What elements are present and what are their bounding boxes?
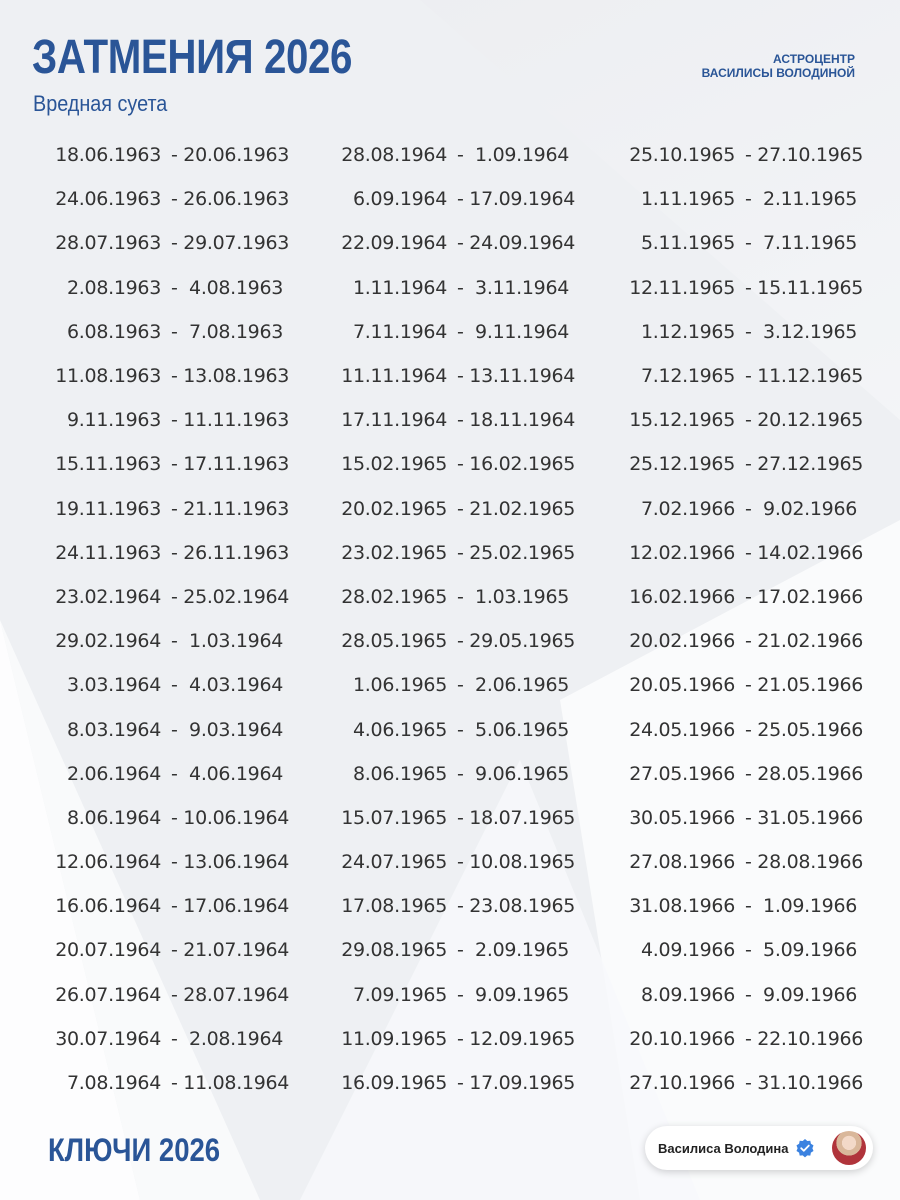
date-range-row: [302, 133, 602, 177]
date-range-row: [16, 531, 316, 575]
date-end: - 18.07.1965: [457, 806, 576, 829]
date-start: 15.12.1965: [629, 409, 735, 432]
date-end: - 21.11.1963: [171, 497, 290, 520]
date-range-row: [590, 619, 890, 663]
date-start: 15.07.1965: [341, 806, 447, 829]
date-end: - 13.08.1963: [171, 365, 290, 388]
date-start: 4.06.1965: [353, 718, 447, 741]
date-range-row: [590, 531, 890, 575]
date-start: 16.09.1965: [341, 1072, 447, 1095]
date-end: - 2.08.1964: [171, 1027, 284, 1050]
date-start: 1.11.1965: [641, 188, 735, 211]
author-profile-badge[interactable]: [645, 1126, 873, 1170]
date-end: - 21.07.1964: [171, 939, 290, 962]
date-range-row: [302, 398, 602, 442]
date-start: 28.02.1965: [341, 585, 447, 608]
date-range-row: [302, 884, 602, 928]
date-range-row: [302, 266, 602, 310]
date-end: - 1.03.1965: [457, 585, 570, 608]
date-range-row: [16, 266, 316, 310]
date-range-row: [590, 1061, 890, 1105]
date-end: - 9.11.1964: [457, 320, 570, 343]
date-end: - 15.11.1965: [745, 276, 864, 299]
date-start: 8.03.1964: [67, 718, 161, 741]
date-start: 27.10.1966: [629, 1072, 735, 1095]
date-range-row: [16, 1017, 316, 1061]
date-start: 16.02.1966: [629, 585, 735, 608]
date-range-row: [302, 354, 602, 398]
date-start: 24.06.1963: [55, 188, 161, 211]
date-range-row: [16, 973, 316, 1017]
date-range-row: [302, 840, 602, 884]
date-start: 17.08.1965: [341, 895, 447, 918]
date-column-3: [590, 133, 890, 1105]
date-range-row: [302, 619, 602, 663]
date-end: - 4.06.1964: [171, 762, 284, 785]
date-range-row: [302, 928, 602, 972]
date-end: - 2.06.1965: [457, 674, 570, 697]
date-start: 1.12.1965: [641, 320, 735, 343]
date-end: - 17.09.1964: [457, 188, 576, 211]
footer-title: КЛЮЧИ 2026: [48, 1132, 221, 1168]
date-end: - 1.09.1966: [745, 895, 858, 918]
date-start: 20.05.1966: [629, 674, 735, 697]
date-end: - 28.05.1966: [745, 762, 864, 785]
date-start: 26.07.1964: [55, 983, 161, 1006]
date-range-row: [590, 310, 890, 354]
brand-line-1: АСТРОЦЕНТР: [772, 52, 855, 66]
date-start: 8.06.1964: [67, 806, 161, 829]
date-range-row: [590, 1017, 890, 1061]
brand-logo: [702, 52, 855, 80]
date-range-row: [302, 752, 602, 796]
date-start: 28.07.1963: [55, 232, 161, 255]
date-start: 27.05.1966: [629, 762, 735, 785]
date-start: 1.06.1965: [353, 674, 447, 697]
date-start: 7.08.1964: [67, 1072, 161, 1095]
date-end: - 21.02.1965: [457, 497, 576, 520]
date-range-row: [16, 796, 316, 840]
date-start: 6.08.1963: [67, 320, 161, 343]
date-start: 20.02.1965: [341, 497, 447, 520]
verified-check-icon: [795, 1138, 815, 1158]
date-end: - 10.06.1964: [171, 806, 290, 829]
date-range-row: [590, 575, 890, 619]
date-range-row: [590, 133, 890, 177]
date-start: 12.06.1964: [55, 851, 161, 874]
date-end: - 27.12.1965: [745, 453, 864, 476]
date-end: - 14.02.1966: [745, 541, 864, 564]
date-end: - 28.08.1966: [745, 851, 864, 874]
date-start: 30.05.1966: [629, 806, 735, 829]
date-range-row: [16, 663, 316, 707]
date-start: 16.06.1964: [55, 895, 161, 918]
date-start: 23.02.1965: [341, 541, 447, 564]
date-end: - 29.05.1965: [457, 630, 576, 653]
date-range-row: [302, 1061, 602, 1105]
date-range-row: [590, 266, 890, 310]
date-range-row: [590, 398, 890, 442]
avatar[interactable]: [832, 1131, 866, 1165]
date-end: - 9.02.1966: [745, 497, 858, 520]
date-end: - 31.10.1966: [745, 1072, 864, 1095]
date-start: 4.09.1966: [641, 939, 735, 962]
date-start: 27.08.1966: [629, 851, 735, 874]
date-start: 5.11.1965: [641, 232, 735, 255]
date-range-row: [590, 752, 890, 796]
date-end: - 7.11.1965: [745, 232, 858, 255]
date-end: - 17.09.1965: [457, 1072, 576, 1095]
date-start: 7.09.1965: [353, 983, 447, 1006]
date-start: 11.08.1963: [55, 365, 161, 388]
date-range-row: [302, 1017, 602, 1061]
date-start: 24.05.1966: [629, 718, 735, 741]
date-end: - 27.10.1965: [745, 144, 864, 167]
date-end: - 9.06.1965: [457, 762, 570, 785]
date-range-row: [16, 310, 316, 354]
date-range-row: [16, 442, 316, 486]
date-range-row: [302, 796, 602, 840]
date-end: - 17.11.1963: [171, 453, 290, 476]
date-range-row: [590, 177, 890, 221]
date-range-row: [16, 133, 316, 177]
date-end: - 11.11.1963: [171, 409, 290, 432]
date-end: - 26.11.1963: [171, 541, 290, 564]
date-range-row: [302, 973, 602, 1017]
date-end: - 29.07.1963: [171, 232, 290, 255]
date-end: - 9.09.1966: [745, 983, 858, 1006]
date-start: 15.11.1963: [55, 453, 161, 476]
date-range-row: [302, 487, 602, 531]
date-end: - 25.02.1965: [457, 541, 576, 564]
date-range-row: [16, 928, 316, 972]
date-end: - 31.05.1966: [745, 806, 864, 829]
date-range-row: [590, 884, 890, 928]
date-end: - 3.12.1965: [745, 320, 858, 343]
date-range-row: [590, 796, 890, 840]
date-end: - 25.02.1964: [171, 585, 290, 608]
date-column-1: [16, 133, 316, 1105]
date-end: - 3.11.1964: [457, 276, 570, 299]
date-end: - 25.05.1966: [745, 718, 864, 741]
date-end: - 23.08.1965: [457, 895, 576, 918]
page-title: ЗАТМЕНИЯ 2026: [32, 31, 353, 84]
date-range-row: [302, 177, 602, 221]
date-range-row: [16, 619, 316, 663]
date-range-row: [16, 354, 316, 398]
date-start: 11.11.1964: [341, 365, 447, 388]
date-end: - 13.11.1964: [457, 365, 576, 388]
date-end: - 11.08.1964: [171, 1072, 290, 1095]
date-start: 22.09.1964: [341, 232, 447, 255]
date-range-row: [16, 840, 316, 884]
date-range-row: [302, 442, 602, 486]
date-range-row: [302, 575, 602, 619]
date-range-row: [590, 840, 890, 884]
date-end: - 20.06.1963: [171, 144, 290, 167]
date-end: - 7.08.1963: [171, 320, 284, 343]
date-range-row: [16, 398, 316, 442]
date-start: 25.12.1965: [629, 453, 735, 476]
date-range-row: [16, 707, 316, 751]
date-start: 25.10.1965: [629, 144, 735, 167]
date-range-row: [302, 531, 602, 575]
date-range-row: [16, 487, 316, 531]
date-end: - 5.09.1966: [745, 939, 858, 962]
date-range-row: [16, 752, 316, 796]
date-start: 7.02.1966: [641, 497, 735, 520]
date-start: 18.06.1963: [55, 144, 161, 167]
date-end: - 20.12.1965: [745, 409, 864, 432]
date-start: 24.11.1963: [55, 541, 161, 564]
date-end: - 10.08.1965: [457, 851, 576, 874]
date-range-row: [590, 487, 890, 531]
date-start: 28.08.1964: [341, 144, 447, 167]
date-range-row: [16, 1061, 316, 1105]
date-end: - 16.02.1965: [457, 453, 576, 476]
date-start: 2.08.1963: [67, 276, 161, 299]
date-range-row: [16, 177, 316, 221]
date-start: 29.08.1965: [341, 939, 447, 962]
date-end: - 28.07.1964: [171, 983, 290, 1006]
date-start: 20.10.1966: [629, 1027, 735, 1050]
date-range-row: [302, 663, 602, 707]
date-start: 20.07.1964: [55, 939, 161, 962]
date-range-row: [16, 221, 316, 265]
date-start: 19.11.1963: [55, 497, 161, 520]
date-start: 15.02.1965: [341, 453, 447, 476]
date-end: - 17.02.1966: [745, 585, 864, 608]
date-end: - 2.11.1965: [745, 188, 858, 211]
date-start: 31.08.1966: [629, 895, 735, 918]
date-start: 7.12.1965: [641, 365, 735, 388]
date-range-row: [302, 310, 602, 354]
date-end: - 2.09.1965: [457, 939, 570, 962]
date-end: - 17.06.1964: [171, 895, 290, 918]
date-start: 2.06.1964: [67, 762, 161, 785]
date-start: 9.11.1963: [67, 409, 161, 432]
date-range-row: [590, 707, 890, 751]
date-end: - 4.03.1964: [171, 674, 284, 697]
date-end: - 21.02.1966: [745, 630, 864, 653]
date-start: 20.02.1966: [629, 630, 735, 653]
date-start: 23.02.1964: [55, 585, 161, 608]
date-start: 6.09.1964: [353, 188, 447, 211]
date-range-row: [16, 884, 316, 928]
date-end: - 5.06.1965: [457, 718, 570, 741]
date-end: - 9.09.1965: [457, 983, 570, 1006]
date-start: 29.02.1964: [55, 630, 161, 653]
date-end: - 26.06.1963: [171, 188, 290, 211]
date-end: - 12.09.1965: [457, 1027, 576, 1050]
date-start: 1.11.1964: [353, 276, 447, 299]
date-end: - 1.03.1964: [171, 630, 284, 653]
date-column-2: [302, 133, 602, 1105]
brand-line-2: ВАСИЛИСЫ ВОЛОДИНОЙ: [701, 66, 855, 80]
date-end: - 1.09.1964: [457, 144, 570, 167]
date-range-row: [590, 221, 890, 265]
date-range-row: [590, 442, 890, 486]
date-range-row: [302, 707, 602, 751]
page-subtitle: Вредная суета: [33, 91, 168, 116]
date-end: - 4.08.1963: [171, 276, 284, 299]
date-start: 28.05.1965: [341, 630, 447, 653]
date-start: 12.02.1966: [629, 541, 735, 564]
date-start: 17.11.1964: [341, 409, 447, 432]
date-range-row: [590, 663, 890, 707]
date-start: 7.11.1964: [353, 320, 447, 343]
date-start: 8.06.1965: [353, 762, 447, 785]
date-range-row: [302, 221, 602, 265]
date-start: 11.09.1965: [341, 1027, 447, 1050]
date-end: - 24.09.1964: [457, 232, 576, 255]
date-end: - 13.06.1964: [171, 851, 290, 874]
author-name: Василиса Володина: [658, 1140, 789, 1156]
date-end: - 9.03.1964: [171, 718, 284, 741]
date-start: 3.03.1964: [67, 674, 161, 697]
date-end: - 21.05.1966: [745, 674, 864, 697]
date-range-row: [16, 575, 316, 619]
date-range-row: [590, 928, 890, 972]
date-end: - 11.12.1965: [745, 365, 864, 388]
date-end: - 22.10.1966: [745, 1027, 864, 1050]
date-range-row: [590, 354, 890, 398]
date-start: 12.11.1965: [629, 276, 735, 299]
date-start: 24.07.1965: [341, 851, 447, 874]
date-start: 8.09.1966: [641, 983, 735, 1006]
date-start: 30.07.1964: [55, 1027, 161, 1050]
date-end: - 18.11.1964: [457, 409, 576, 432]
date-range-row: [590, 973, 890, 1017]
